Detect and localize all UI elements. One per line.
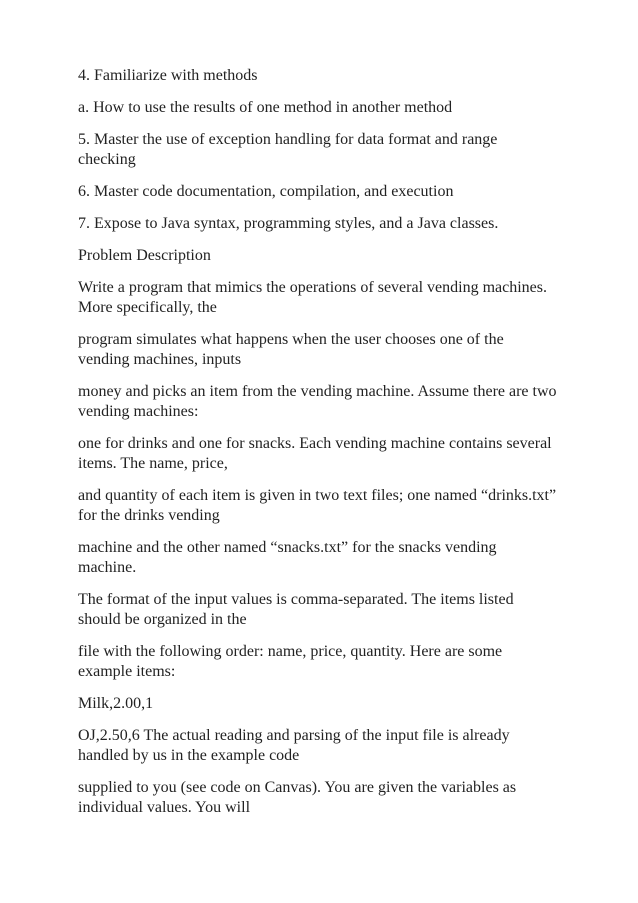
paragraph-description-5: and quantity of each item is given in two text files; one named “drinks.txt” for the drinks vending (78, 487, 557, 524)
paragraph-description-3: money and picks an item from the vending machine. Assume there are two vending machines: (78, 383, 557, 420)
example-item-milk: Milk,2.00,1 (78, 695, 154, 712)
paragraph-description-1: Write a program that mimics the operations of several vending machines. More specifically, the (78, 279, 547, 316)
paragraph-description-2: program simulates what happens when the user chooses one of the vending machines, inputs (78, 331, 504, 368)
section-heading-problem-description: Problem Description (78, 247, 211, 264)
paragraph-objective-4: 4. Familiarize with methods (78, 67, 258, 84)
paragraph-description-6: machine and the other named “snacks.txt” for the snacks vending machine. (78, 539, 497, 576)
document-body (78, 66, 558, 830)
paragraph-supplied-code: supplied to you (see code on Canvas). You are given the variables as individual values. You will (78, 779, 517, 816)
example-item-oj: OJ,2.50,6 The actual reading and parsing of the input file is already handled by us in the example code (78, 727, 510, 764)
paragraph-format-2: file with the following order: name, price, quantity. Here are some example items: (78, 643, 503, 680)
paragraph-objective-6: 6. Master code documentation, compilation, and execution (78, 183, 454, 200)
paragraph-objective-5: 5. Master the use of exception handling for data format and range checking (78, 131, 498, 168)
paragraph-objective-4a: a. How to use the results of one method in another method (78, 99, 453, 116)
paragraph-format-1: The format of the input values is comma-separated. The items listed should be organized in the (78, 591, 514, 628)
paragraph-objective-7: 7. Expose to Java syntax, programming styles, and a Java classes. (78, 215, 499, 232)
paragraph-description-4: one for drinks and one for snacks. Each vending machine contains several items. The name, price, (78, 435, 552, 472)
